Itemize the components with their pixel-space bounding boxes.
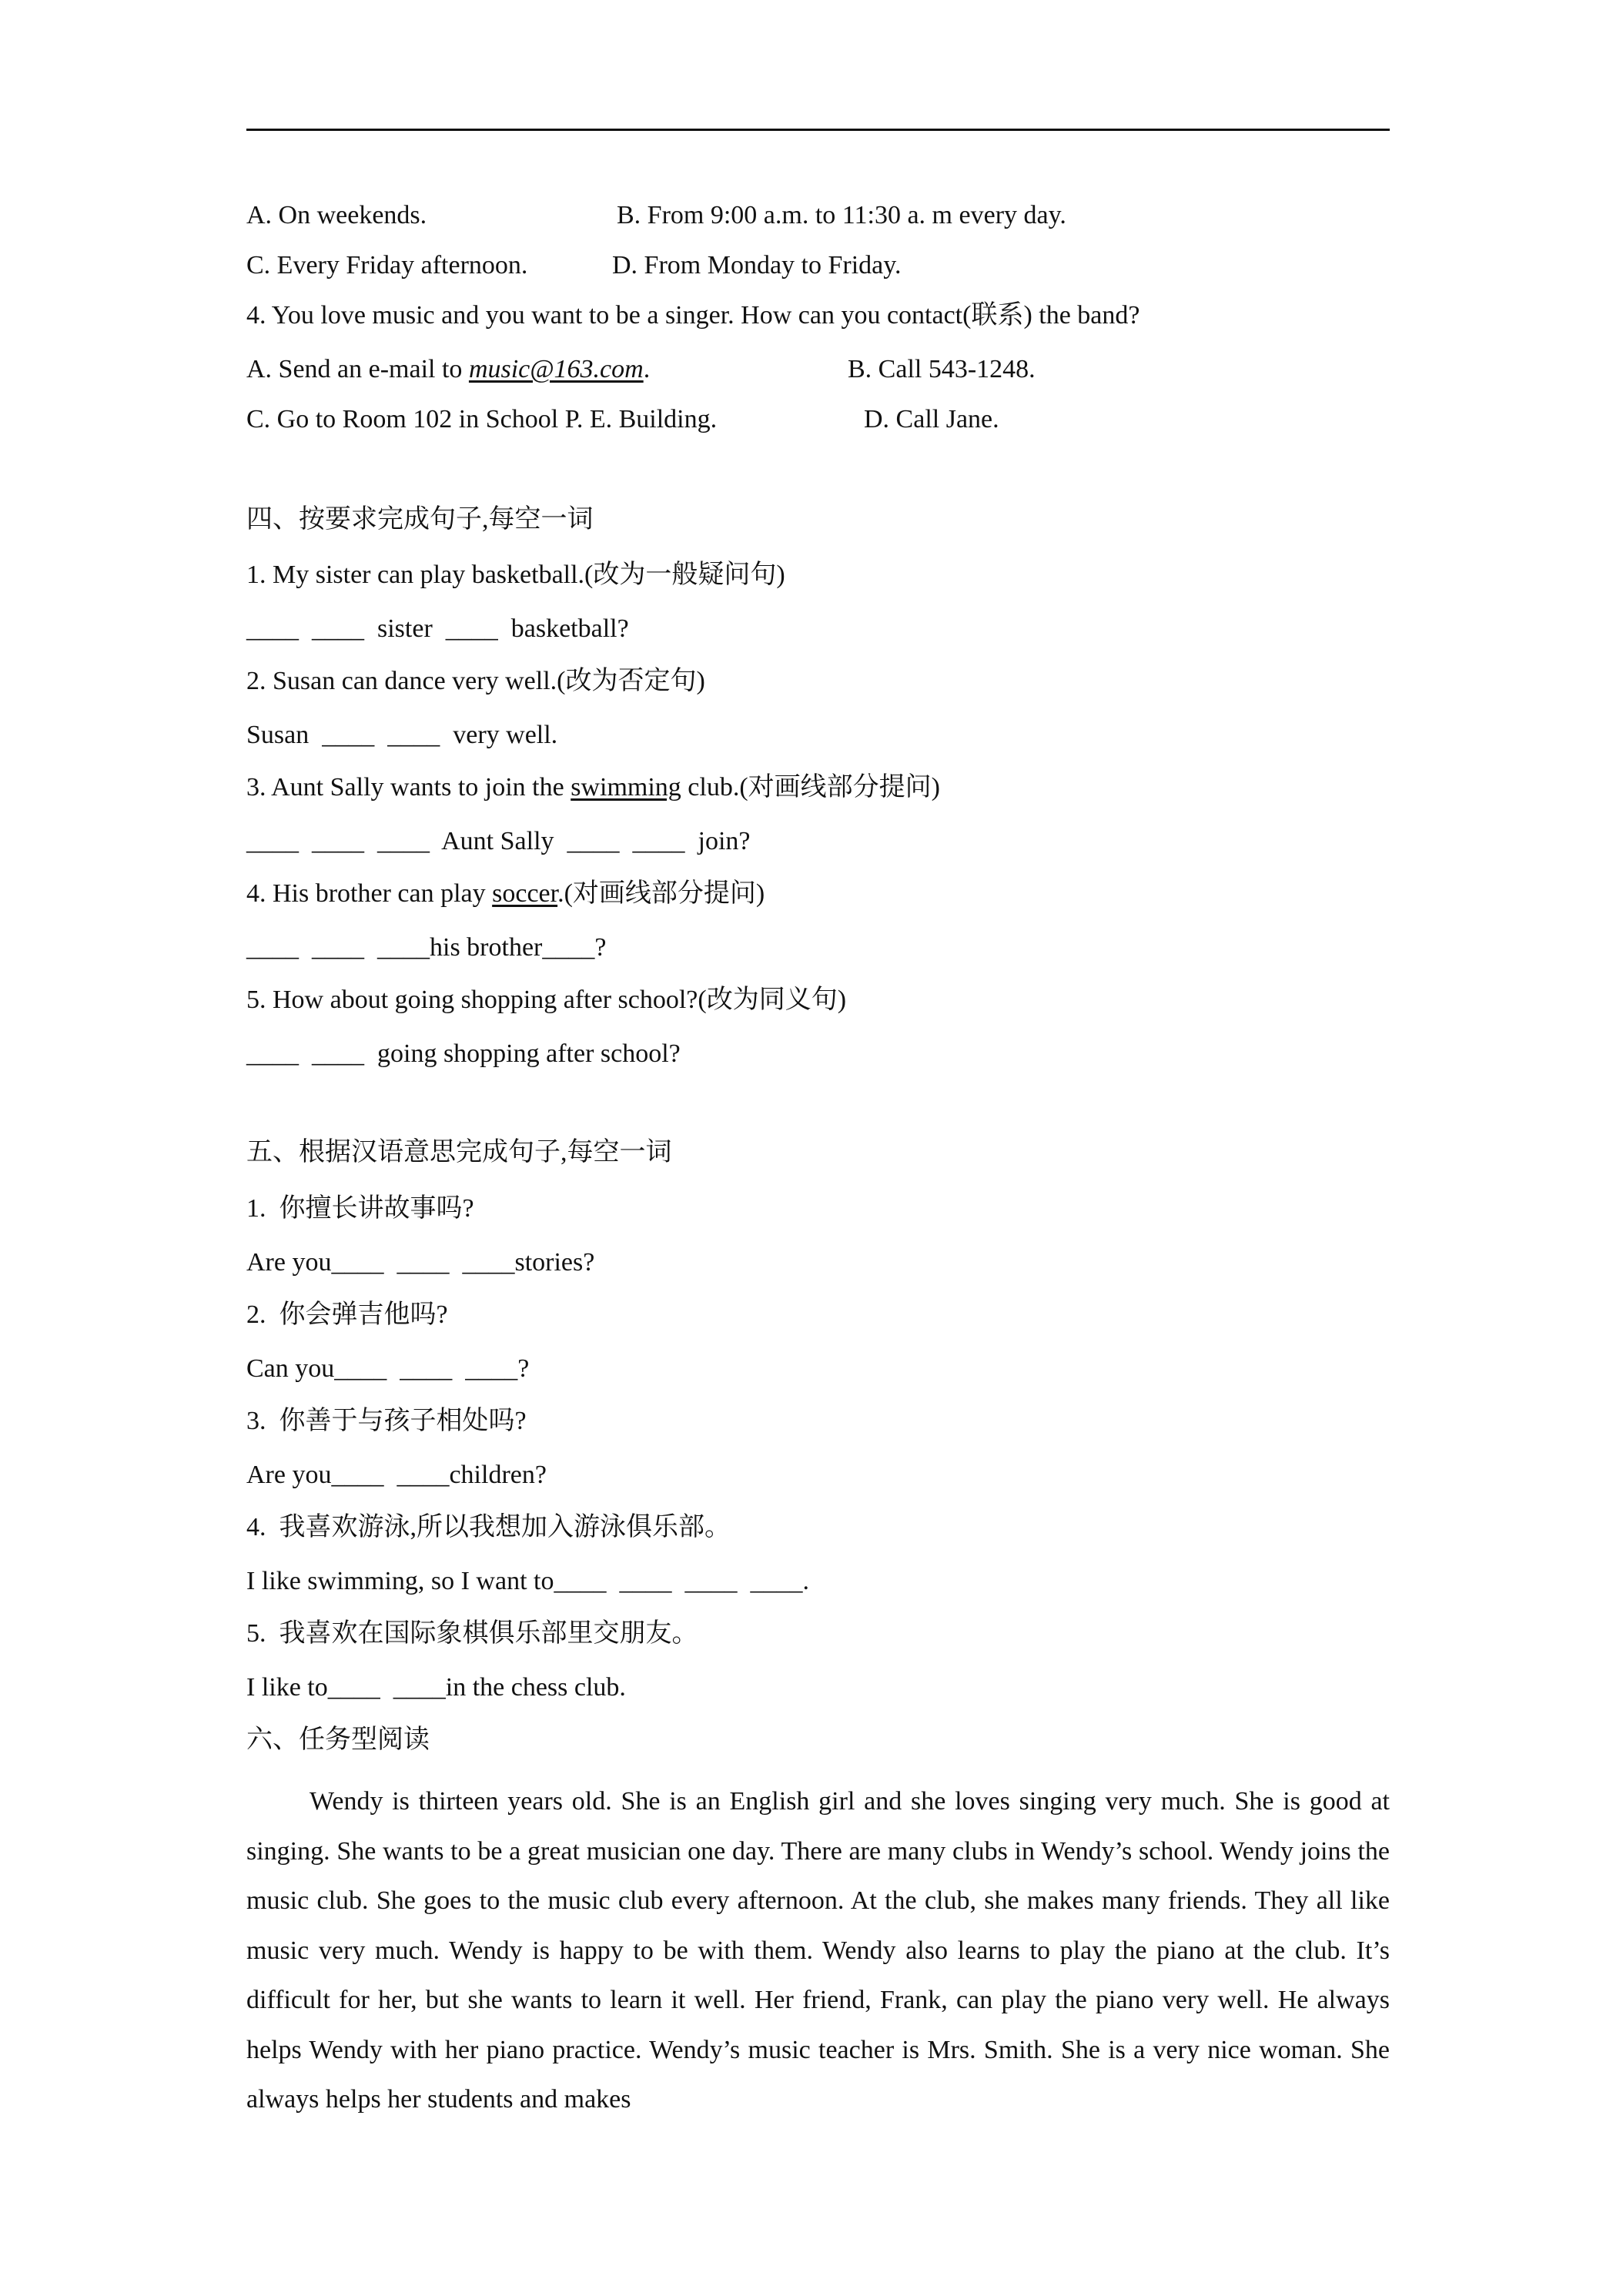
s5-a4: I like swimming, so I want to____ ____ ____ ____. [246, 1567, 809, 1595]
s5-a2: Can you____ ____ ____? [246, 1354, 530, 1383]
s4-q2: 2. Susan can dance very well.(改为否定句) [246, 667, 705, 695]
reading-passage: Wendy is thirteen years old. She is an English girl and she loves singing very much. She is good at singing. She wants to be a great musician one day. There are many clubs in Wendy’s school. Wendy joins the music club. She goes to the music club every afternoon. At the club, she makes many friends. They all like music very much. Wendy is happy to be with them. Wendy also learns to play the piano at the club. It’s difficult for her, but she wants to learn it well. Her friend, Frank, can play the piano very well. He always helps Wendy with her piano practice. Wendy’s music teacher is Mrs. Smith. She is a very nice woman. She always helps her students and makes [246, 1787, 1390, 2114]
s4-a2: Susan ____ ____ very well. [246, 721, 558, 749]
q4-option-d: D. Call Jane. [864, 405, 999, 433]
s4-a3: ____ ____ ____ Aunt Sally ____ ____ join? [246, 827, 751, 855]
q4-stem: 4. You love music and you want to be a singer. How can you contact(联系) the band? [246, 301, 1140, 330]
s4-q1: 1. My sister can play basketball.(改为一般疑问句) [246, 561, 785, 589]
s4-q5: 5. How about going shopping after school?(改为同义句) [246, 986, 847, 1014]
s5-q3: 3. 你善于与孩子相处吗? [246, 1407, 527, 1435]
section6-heading: 六、任务型阅读 [246, 1725, 430, 1754]
q4-option-c: C. Go to Room 102 in School P. E. Building. [246, 405, 718, 433]
header-rule [246, 129, 1390, 131]
s4-q4: 4. His brother can play soccer.(对画线部分提问) [246, 879, 765, 908]
s5-a5: I like to____ ____in the chess club. [246, 1673, 626, 1702]
q4-option-b: B. Call 543-1248. [848, 355, 1036, 383]
q3-option-b: B. From 9:00 a.m. to 11:30 a. m every day. [617, 201, 1066, 229]
s5-q5: 5. 我喜欢在国际象棋俱乐部里交朋友。 [246, 1619, 698, 1648]
s5-q4: 4. 我喜欢游泳,所以我想加入游泳俱乐部。 [246, 1513, 731, 1541]
s5-a1: Are you____ ____ ____stories? [246, 1248, 595, 1277]
q3-option-a: A. On weekends. [246, 201, 427, 229]
s5-a3: Are you____ ____children? [246, 1461, 547, 1489]
underlined-word: swimming [571, 773, 681, 802]
email-link: music@163.com [468, 355, 644, 383]
q3-option-d: D. From Monday to Friday. [612, 251, 902, 279]
q4-option-a: A. Send an e-mail to music@163.com. [246, 355, 651, 383]
section4-heading: 四、按要求完成句子,每空一词 [246, 505, 594, 534]
s4-a4: ____ ____ ____his brother____? [246, 933, 607, 962]
s4-a1: ____ ____ sister ____ basketball? [246, 614, 629, 643]
section5-heading: 五、根据汉语意思完成句子,每空一词 [246, 1138, 672, 1166]
s4-a5: ____ ____ going shopping after school? [246, 1039, 681, 1068]
s4-q3: 3. Aunt Sally wants to join the swimming club.(对画线部分提问) [246, 773, 940, 802]
s5-q2: 2. 你会弹吉他吗? [246, 1300, 448, 1329]
q3-option-c: C. Every Friday afternoon. [246, 251, 528, 279]
underlined-word: soccer [492, 879, 558, 908]
s5-q1: 1. 你擅长讲故事吗? [246, 1194, 474, 1223]
